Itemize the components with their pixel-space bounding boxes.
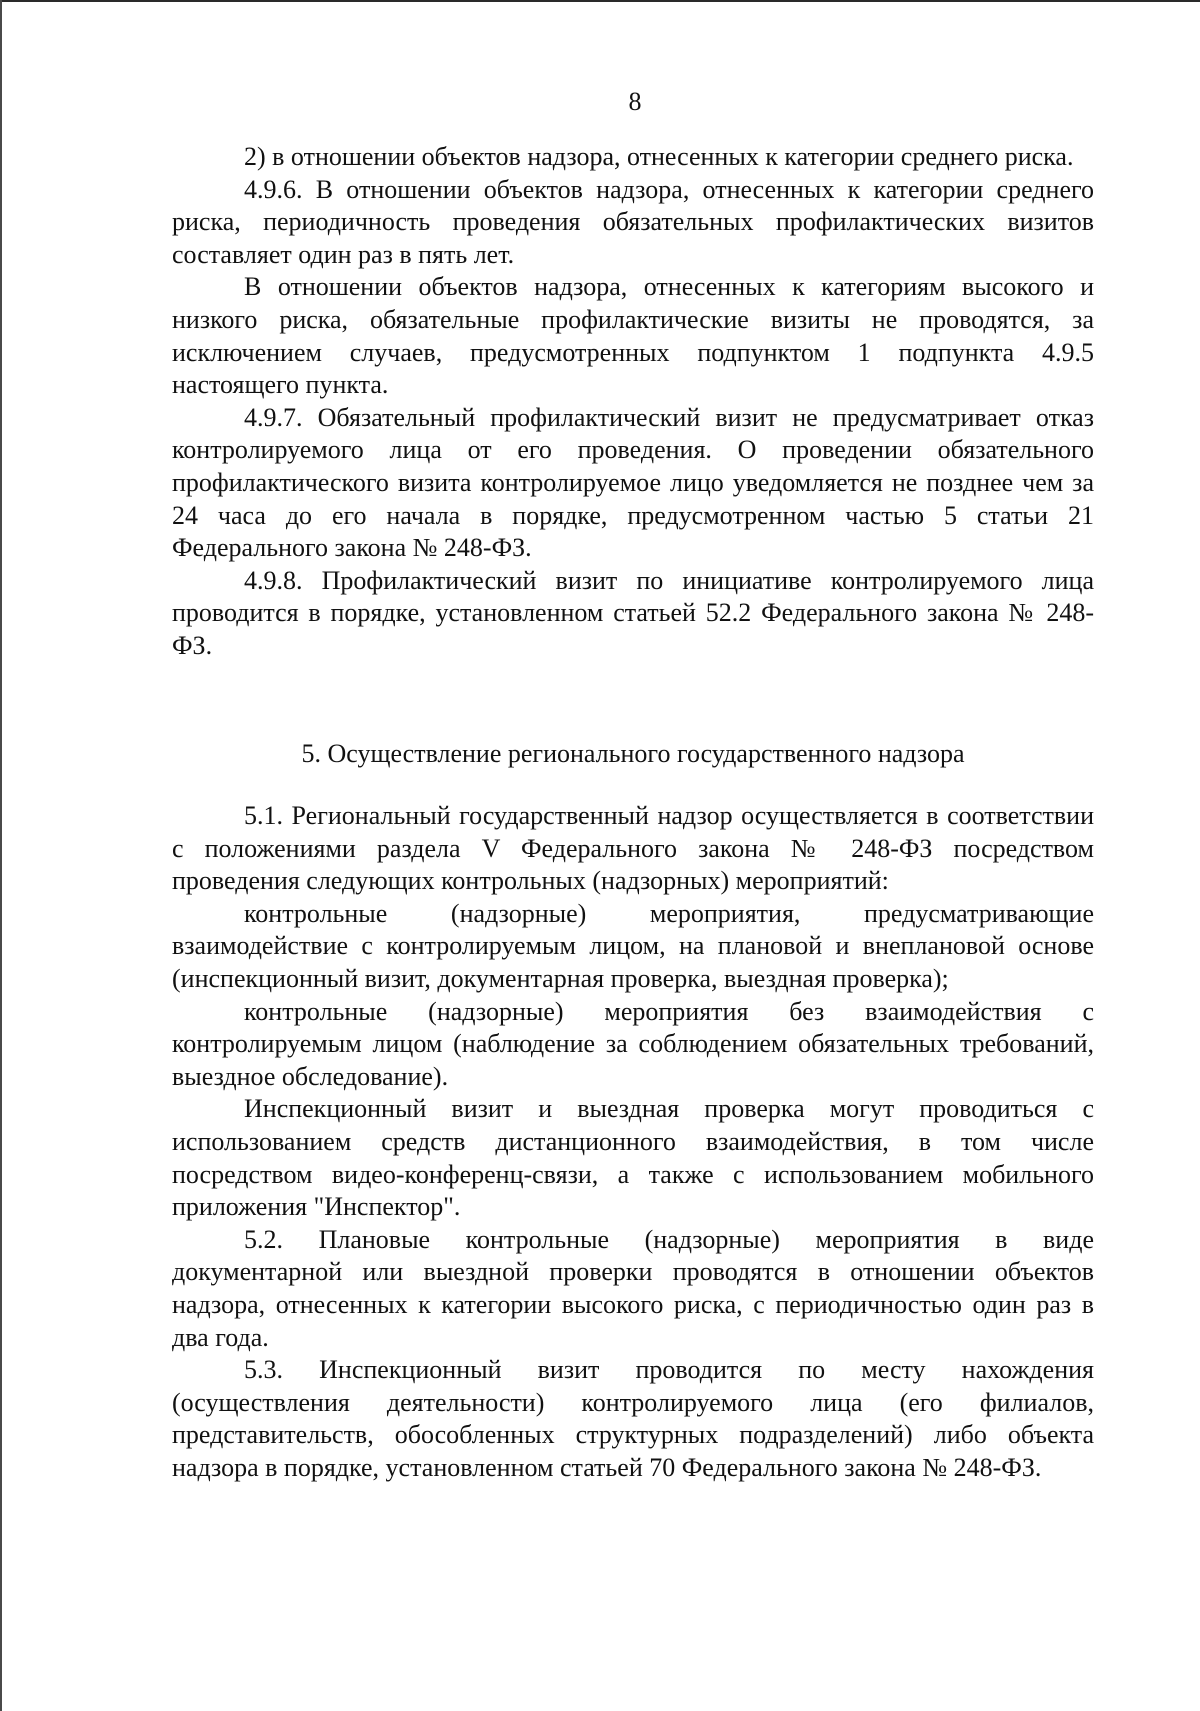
paragraph: 5.3. Инспекционный визит проводится по месту нахождения (осуществления деятельности) контролируемого лица (его филиалов, представительств, обособленных структурных подразделений) либо объекта надзора в порядке, установленном статьей 70 Федерального закона № 248-ФЗ. <box>172 1355 1094 1482</box>
paragraph: 5.2. Плановые контрольные (надзорные) мероприятия в виде документарной или выездной проверки проводятся в отношении объектов надзора, отнесенных к категории высокого риска, с периодичностью один раз в два года. <box>172 1224 1094 1352</box>
paragraph: контрольные (надзорные) мероприятия без взаимодействия с контролируемым лицом (наблюдение за соблюдением обязательных требований, выездное обследование). <box>172 996 1094 1091</box>
section-4-text <box>172 141 1094 663</box>
scan-edge-left <box>0 0 2 1711</box>
section-heading: 5. Осуществление регионального государственного надзора <box>301 739 965 768</box>
paragraph: 4.9.8. Профилактический визит по инициативе контролируемого лица проводится в порядке, установленном статьей 52.2 Федерального закона № 248-ФЗ. <box>172 565 1094 660</box>
paragraph: 4.9.7. Обязательный профилактический визит не предусматривает отказ контролируемого лица от его проведения. О проведении обязательного профилактического визита контролируемое лицо уведомляется не позднее чем за 24 часа до его начала в порядке, предусмотренном частью 5 статьи 21 Федерального закона № 248-ФЗ. <box>172 402 1094 563</box>
paragraph: 4.9.6. В отношении объектов надзора, отнесенных к категории среднего риска, периодичность проведения обязательных профилактических визитов составляет один раз в пять лет. <box>172 174 1094 269</box>
section-5-text <box>172 800 1094 1484</box>
scan-edge-top <box>0 0 1200 2</box>
page-number: 8 <box>628 87 642 116</box>
paragraph: Инспекционный визит и выездная проверка могут проводиться с использованием средств дистанционного взаимодействия, в том числе посредством видео-конференц-связи, а также с использованием мобильного приложения "Инспектор". <box>172 1094 1094 1222</box>
paragraph: 2) в отношении объектов надзора, отнесенных к категории среднего риска. <box>244 142 1074 171</box>
paragraph: В отношении объектов надзора, отнесенных к категориям высокого и низкого риска, обязательные профилактические визиты не проводятся, за исключением случаев, предусмотренных подпунктом 1 подпункта 4.9.5 настоящего пункта. <box>172 272 1094 400</box>
paragraph: контрольные (надзорные) мероприятия, предусматривающие взаимодействие с контролируемым лицом, на плановой и внеплановой основе (инспекционный визит, документарная проверка, выездная проверка); <box>172 898 1094 993</box>
paragraph: 5.1. Региональный государственный надзор осуществляется в соответствии с положениями раздела V Федерального закона № 248-ФЗ посредством проведения следующих контрольных (надзорных) мероприятий: <box>172 801 1094 896</box>
